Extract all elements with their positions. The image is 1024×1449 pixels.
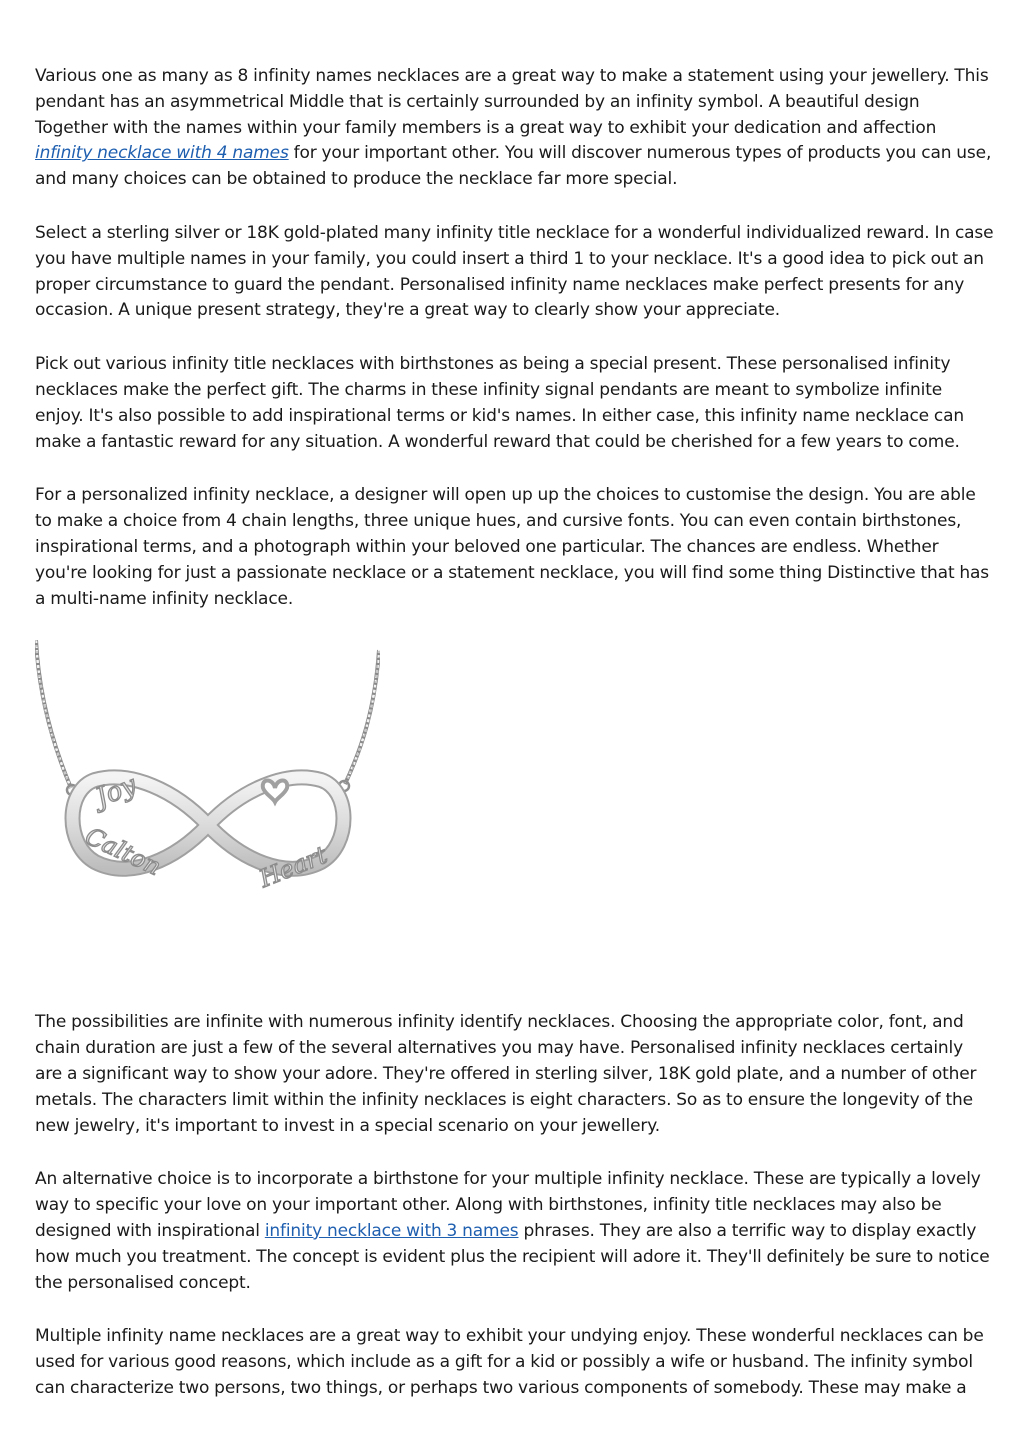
heart-icon: [263, 781, 287, 803]
paragraph-4: For a personalized infinity necklace, a designer will open up up the choices to customise the design. You are able to make a choice from 4 chain lengths, three unique hues, and cursive fonts. You can even contain birthstones, inspirational terms, and a photograph within your beloved one particular. The chances are endless. Whether you're looking for just a passionate necklace or a statement necklace, you will find some thing Distinctive that has a multi-name infinity necklace.: [35, 485, 990, 609]
paragraph-2: Select a sterling silver or 18K gold-plated many infinity title necklace for a wonderful individualized reward. In case you have multiple names in your family, you could insert a third 1 to your necklace. It's a good idea to pick out an proper circumstance to guard the pendant. Personalised infinity name necklaces make perfect presents for any occasion. A unique present strategy, they're a great way to clearly show your appreciate.: [35, 222, 994, 321]
paragraph-5: The possibilities are infinite with numerous infinity identify necklaces. Choosing the appropriate color, font, and chain duration are just a few of the several alternatives you may have. Personalised infinity necklaces certainly are a significant way to show your adore. They're offered in sterling silver, 18K gold plate, and a number of other metals. The characters limit within the infinity necklaces is eight characters. So as to ensure the longevity of the new jewelry, it's important to invest in a special scenario on your jewellery.: [35, 1012, 977, 1136]
link-infinity-necklace-4-names[interactable]: infinity necklace with 4 names: [35, 143, 289, 164]
document-body: [35, 64, 995, 1430]
paragraph-1-text-after: for your important other. You will discover numerous types of products you can use, and many choices can be obtained to produce the necklace far more special.: [35, 143, 992, 190]
left-chain: [36, 640, 71, 788]
paragraph-1: [35, 64, 995, 193]
necklace-name-2: Calton: [80, 822, 166, 882]
paragraph-1-text-before: Various one as many as 8 infinity names necklaces are a great way to make a statement using your jewellery. This pendant has an asymmetrical Middle that is certainly surrounded by an infinity symbol. A beautiful design Together with the names within your family members is a great way to exhibit your dedication and affection: [35, 66, 989, 138]
paragraph-7: Multiple infinity name necklaces are a great way to exhibit your undying enjoy. These wonderful necklaces can be used for various good reasons, which include as a gift for a kid or possibly a wife or husband. The infinity symbol can characterize two persons, two things, or perhaps two various components of somebody. These may make a: [35, 1326, 984, 1398]
necklace-name-3: Heart: [255, 841, 332, 894]
necklace-image: [35, 640, 380, 980]
necklace-name-1: Joy: [91, 770, 141, 814]
right-chain: [345, 650, 379, 784]
paragraph-6-text-before: An alternative choice is to incorporate a birthstone for your multiple infinity necklace. These are typically a lovely way to specific your love on your important other. Along with birthstones, infinity title necklaces may also be designed with inspirational: [35, 1169, 981, 1241]
paragraph-6-text-after: phrases. They are also a terrific way to display exactly how much you treatment. The concept is evident plus the recipient will adore it. They'll definitely be sure to notice the personalised concept.: [35, 1220, 990, 1293]
link-infinity-necklace-3-names[interactable]: infinity necklace with 3 names: [264, 1220, 519, 1241]
infinity-necklace-illustration: [35, 640, 380, 980]
paragraph-6: [35, 1167, 995, 1296]
paragraph-3: Pick out various infinity title necklaces with birthstones as being a special present. These personalised infinity necklaces make the perfect gift. The charms in these infinity signal pendants are meant to symbolize infinite enjoy. It's also possible to add inspirational terms or kid's names. In either case, this infinity name necklace can make a fantastic reward for any situation. A wonderful reward that could be cherished for a few years to come.: [35, 354, 965, 452]
